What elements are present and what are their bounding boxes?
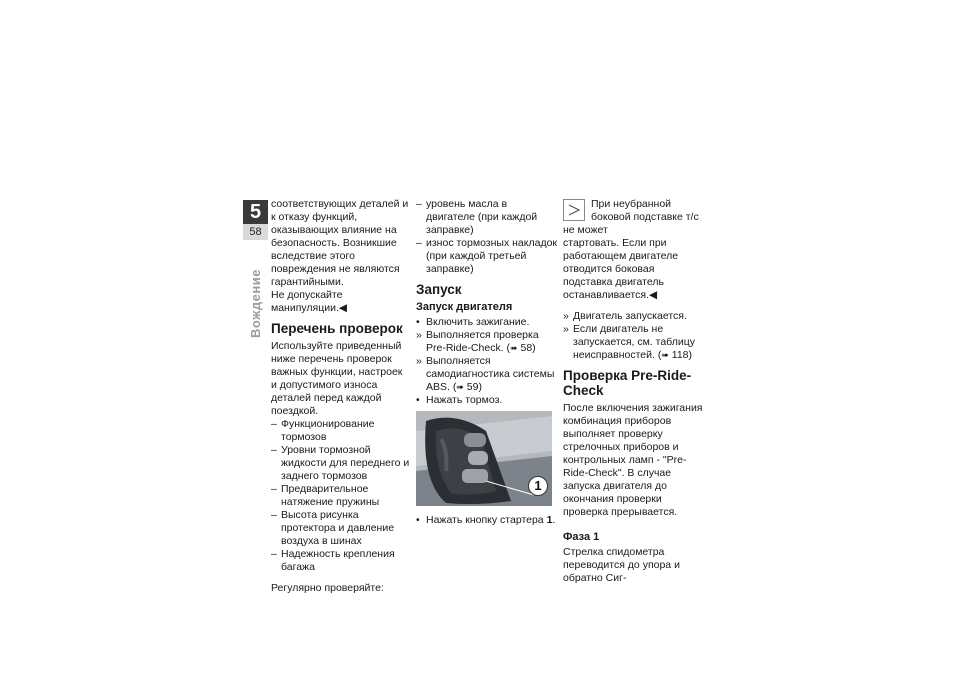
checklist — [271, 418, 411, 574]
callout-label: 1 — [528, 476, 548, 496]
paragraph: Используйте приведенный ниже перечень проверок важных функции, настроек и допустимого износа деталей перед каждой поездкой. — [271, 340, 403, 417]
note-text: При неубранной боковой подставке т/с не может — [563, 198, 699, 236]
list-item: – Предварительное натяжение пружины — [271, 483, 380, 508]
page-number: 58 — [243, 224, 268, 240]
subsection-heading: Фаза 1 — [563, 531, 600, 543]
list-item: – Высота рисунка протектора и давление воздуха в шинах — [271, 509, 395, 547]
subsection-heading: Запуск двигателя — [416, 301, 513, 313]
list-item: – уровень масла в двигателе (при каждой заправке) — [416, 198, 538, 236]
paragraph: Регулярно проверяйте: — [271, 582, 384, 594]
start-results — [563, 310, 705, 362]
chapter-number: 5 — [243, 200, 268, 224]
list-item: » Выполняется самодиагностика системы ABS. (➠ 59) — [416, 355, 555, 393]
list-item: » Выполняется проверка Pre-Ride-Check. (➠ 58) — [416, 329, 539, 354]
section-heading: Проверка Pre-Ride-Check — [563, 368, 692, 398]
note-text-rest: стартовать. Если при работающем двигателе отводится боковая подставка двигатель останавливается.◀ — [563, 237, 679, 301]
paragraph: После включения зажигания комбинация приборов выполняет проверку стрелочных приборов и контрольных ламп - "Pre-Ride-Check". В случае запуска двигателя до окончания проверки проверка прерывается. — [563, 402, 703, 518]
warning-end: Не допускайте манипуляции.◀ — [271, 289, 347, 314]
column-2 — [416, 198, 558, 527]
end-mark-icon: ◀ — [648, 289, 658, 301]
paragraph: Стрелка спидометра переводится до упора и обратно Сиг- — [563, 546, 680, 584]
start-steps-2 — [416, 514, 558, 527]
list-item: – Функционирование тормозов — [271, 418, 375, 443]
list-item: » Двигатель запускается. — [563, 310, 687, 322]
note-icon — [563, 199, 585, 221]
list-item: • Нажать тормоз. — [416, 394, 503, 406]
page-ref-icon: ➠ — [661, 350, 669, 360]
page-ref-icon: ➠ — [510, 343, 518, 353]
list-item: • Нажать кнопку стартера 1. — [416, 514, 556, 526]
list-item: » Если двигатель не запускается, см. таблицу неисправностей. (➠ 118) — [563, 323, 695, 361]
end-mark-icon: ◀ — [338, 302, 347, 314]
chapter-title: Вождение — [248, 269, 263, 338]
regular-checks — [416, 198, 558, 276]
column-1 — [271, 198, 411, 595]
section-heading: Перечень проверок — [271, 321, 403, 336]
warning-text: соответствующих деталей и к отказу функций, оказывающих влияние на безопасность. Возникшие вследствие этого повреждения не являются гарантийными. — [271, 198, 409, 288]
list-item: – Уровни тормозной жидкости для переднего и заднего тормозов — [271, 444, 410, 482]
list-item: – Надежность крепления багажа — [271, 548, 395, 573]
column-3 — [563, 198, 705, 585]
start-steps — [416, 316, 558, 407]
list-item: • Включить зажигание. — [416, 316, 530, 328]
list-item: – износ тормозных накладок (при каждой третьей заправке) — [416, 237, 557, 275]
handlebar-photo — [416, 411, 552, 506]
section-heading: Запуск — [416, 282, 462, 297]
page-ref-icon: ➠ — [456, 382, 464, 392]
